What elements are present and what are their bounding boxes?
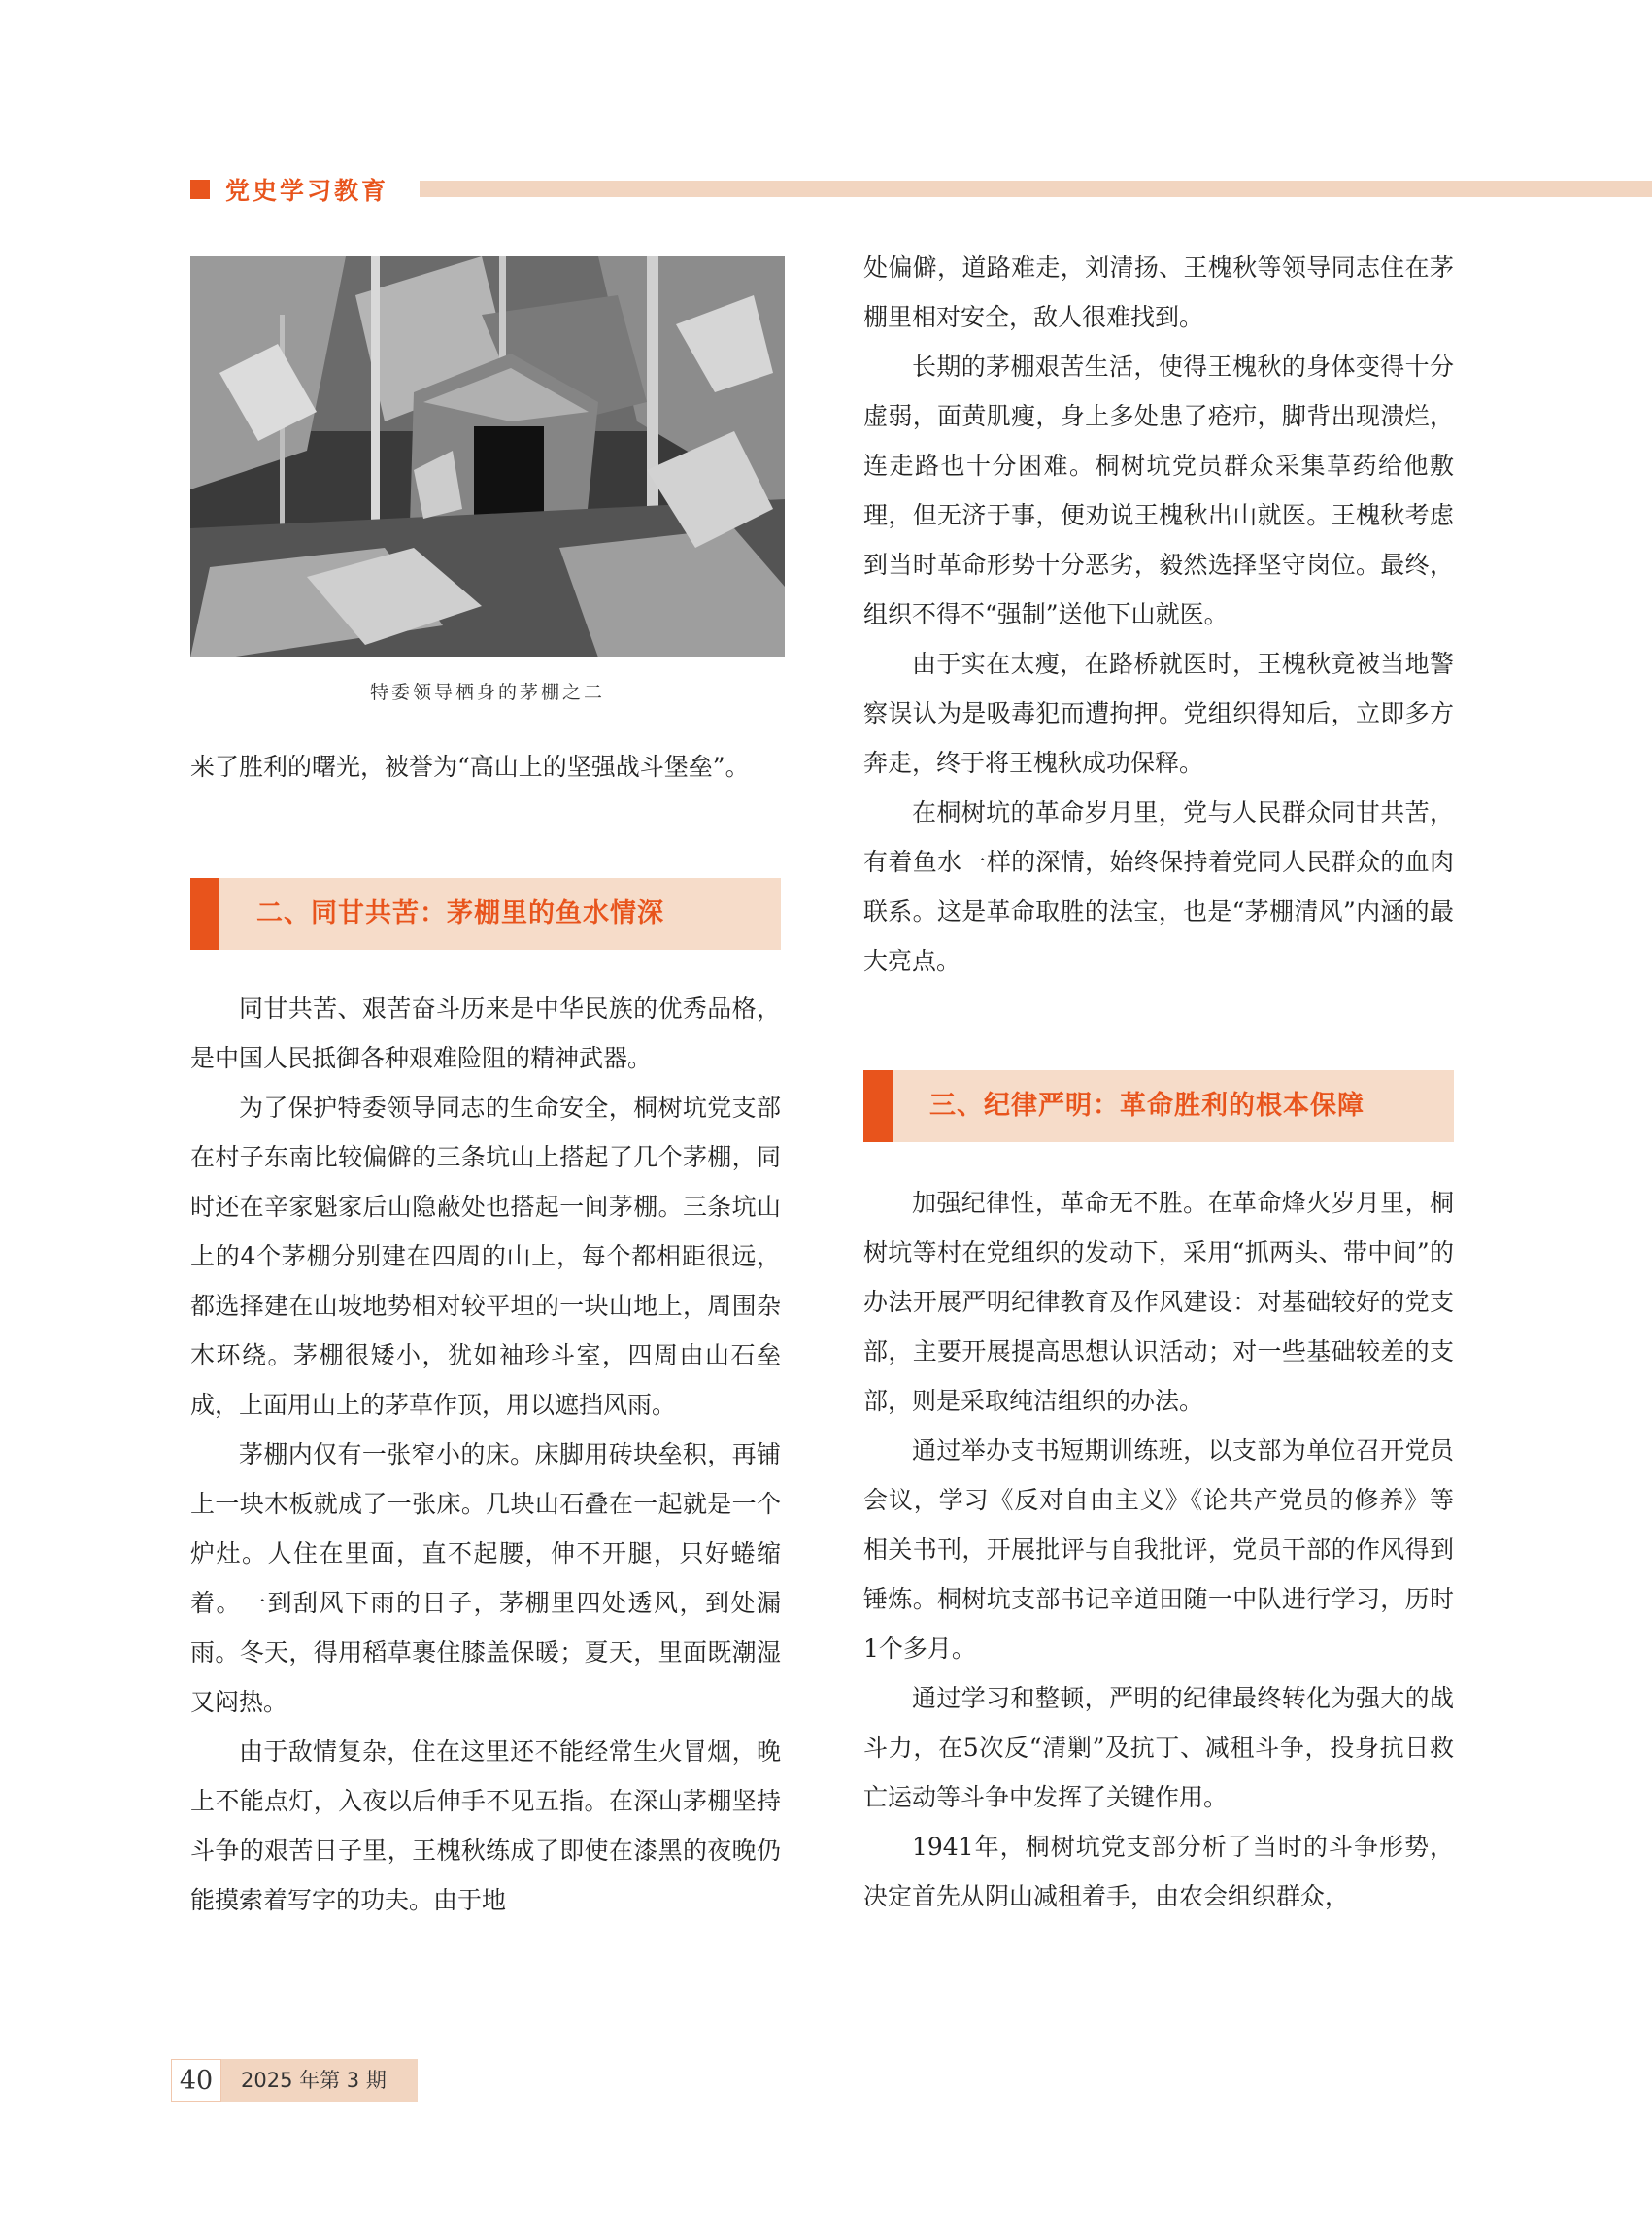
section-marker xyxy=(863,1070,893,1142)
body-paragraph: 茅棚内仅有一张窄小的床。床脚用砖块垒积，再铺上一块木板就成了一张床。几块山石叠在一起就是一个炉灶。人住在里面，直不起腰，伸不开腿，只好蜷缩着。一到刮风下雨的日子，茅棚里四处透风，到处漏雨。冬天，得用稻草裹住膝盖保暖；夏天，里面既潮湿又闷热。 xyxy=(190,1440,781,1716)
body-paragraph: 由于敌情复杂，住在这里还不能经常生火冒烟，晚上不能点灯，入夜以后伸手不见五指。在深山茅棚坚持斗争的艰苦日子里，王槐秋练成了即使在漆黑的夜晚仍能摸索着写字的功夫。由于地 xyxy=(190,1737,781,1914)
body-paragraph: 由于实在太瘦，在路桥就医时，王槐秋竟被当地警察误认为是吸毒犯而遭拘押。党组织得知后，立即多方奔走，终于将王槐秋成功保释。 xyxy=(863,650,1454,777)
body-paragraph: 处偏僻，道路难走，刘清扬、王槐秋等领导同志住在茅棚里相对安全，敌人很难找到。 xyxy=(863,253,1454,331)
left-intro xyxy=(190,742,781,792)
hut-photo xyxy=(190,256,785,657)
section-2-title: 二、同甘共苦：茅棚里的鱼水情深 xyxy=(256,898,664,928)
body-paragraph: 长期的茅棚艰苦生活，使得王槐秋的身体变得十分虚弱，面黄肌瘦，身上多处患了疮疖，脚背出现溃烂，连走路也十分困难。桐树坑党员群众采集草药给他敷理，但无济于事，便劝说王槐秋出山就医。王槐秋考虑到当时革命形势十分恶劣，毅然选择坚守岗位。最终，组织不得不“强制”送他下山就医。 xyxy=(863,353,1454,628)
body-paragraph: 加强纪律性，革命无不胜。在革命烽火岁月里，桐树坑等村在党组织的发动下，采用“抓两头、带中间”的办法开展严明纪律教育及作风建设：对基础较好的党支部，主要开展提高思想认识活动；对一些基础较差的支部，则是采取纯洁组织的办法。 xyxy=(863,1189,1454,1415)
header-title: 党史学习教育 xyxy=(225,177,389,205)
body-paragraph: 1941年，桐树坑党支部分析了当时的斗争形势，决定首先从阴山减租着手，由农会组织群众， xyxy=(863,1833,1454,1910)
body-paragraph: 同甘共苦、艰苦奋斗历来是中华民族的优秀品格，是中国人民抵御各种艰难险阻的精神武器。 xyxy=(190,995,781,1072)
section-3-heading xyxy=(863,1070,1454,1142)
section-2-heading xyxy=(190,878,781,950)
right-column-body xyxy=(863,1178,1454,1921)
page-number: 40 xyxy=(171,2059,221,2102)
body-paragraph: 通过举办支书短期训练班，以支部为单位召开党员会议，学习《反对自由主义》《论共产党员的修养》等相关书刊，开展批评与自我批评，党员干部的作风得到锤炼。桐树坑支部书记辛道田随一中队进行学习，历时1个多月。 xyxy=(863,1436,1454,1663)
page-footer xyxy=(171,2059,418,2102)
body-paragraph: 通过学习和整顿，严明的纪律最终转化为强大的战斗力，在5次反“清剿”及抗丁、减租斗争，投身抗日救亡运动等斗争中发挥了关键作用。 xyxy=(863,1684,1454,1811)
issue-label: 2025 年第 3 期 xyxy=(221,2059,418,2102)
body-paragraph: 在桐树坑的革命岁月里，党与人民群众同甘共苦，有着鱼水一样的深情，始终保持着党同人民群众的血肉联系。这是革命取胜的法宝，也是“茅棚清风”内涵的最大亮点。 xyxy=(863,798,1454,975)
section-marker xyxy=(190,878,219,950)
left-column-body xyxy=(190,984,781,1925)
body-paragraph: 为了保护特委领导同志的生命安全，桐树坑党支部在村子东南比较偏僻的三条坑山上搭起了几个茅棚，同时还在辛家魁家后山隐蔽处也搭起一间茅棚。三条坑山上的4个茅棚分别建在四周的山上，每个都相距很远，都选择建在山坡地势相对较平坦的一块山地上，周围杂木环绕。茅棚很矮小，犹如袖珍斗室，四周由山石垒成，上面用山上的茅草作顶，用以遮挡风雨。 xyxy=(190,1094,781,1419)
header-bar xyxy=(420,181,1652,197)
header-square-icon xyxy=(190,180,210,199)
right-column-top xyxy=(863,243,1454,986)
section-3-title: 三、纪律严明：革命胜利的根本保障 xyxy=(929,1091,1365,1121)
intro-paragraph: 来了胜利的曙光，被誉为“高山上的坚强战斗堡垒”。 xyxy=(190,753,750,781)
section-header xyxy=(190,175,1652,204)
photo-caption: 特委领导栖身的茅棚之二 xyxy=(369,682,605,703)
